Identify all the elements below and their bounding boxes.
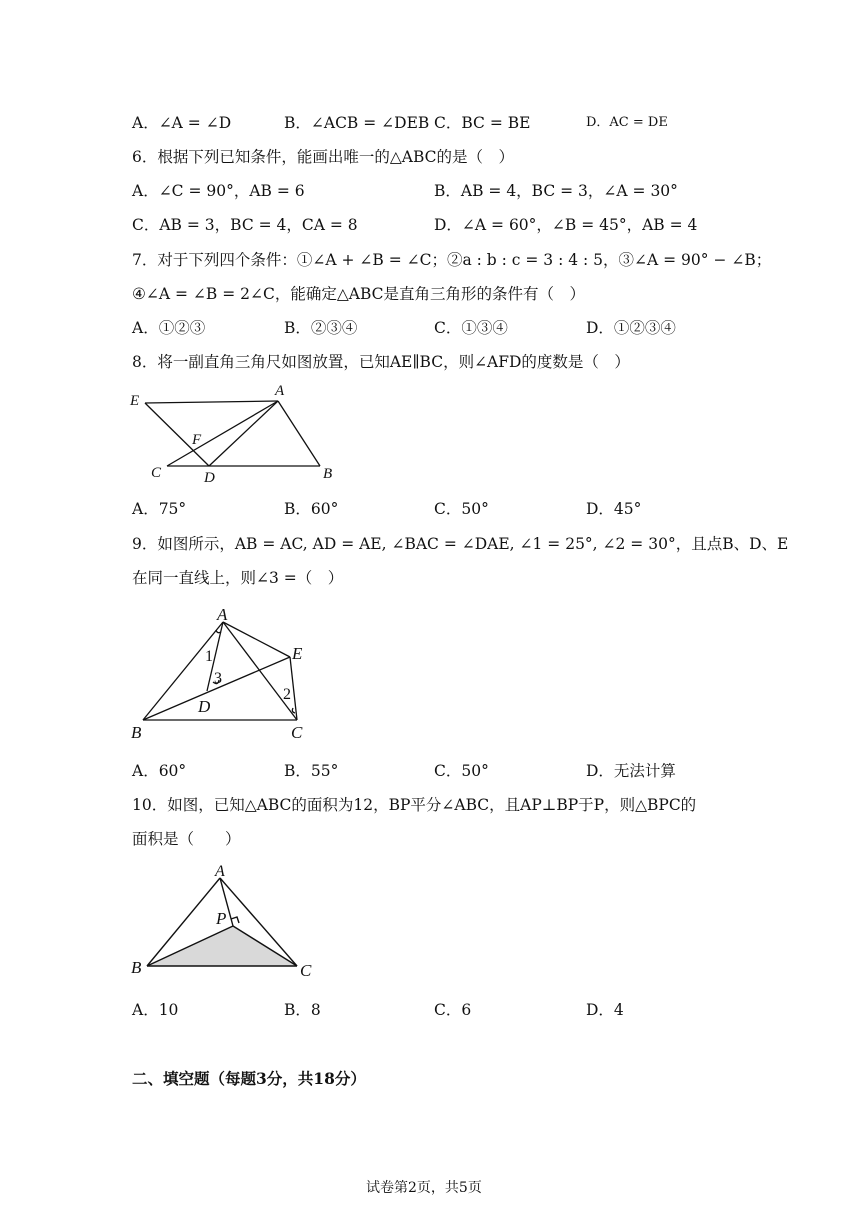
q7-stem-line1: 7．对于下列四个条件：①∠A + ∠B = ∠C；②a : b : c = 3 : 4 : 5，③∠A = 90° − ∠B； xyxy=(132,251,772,269)
q7-stem-row2 xyxy=(0,281,868,307)
q10-option-d[interactable]: D．4 xyxy=(586,1001,624,1019)
q10-stem-line1: 10．如图，已知△ABC的面积为12，BP平分∠ABC，且AP⊥BP于P，则△BPC的 xyxy=(132,796,697,814)
q8-label-b: B xyxy=(323,466,333,482)
q9-options xyxy=(0,758,868,784)
q8-options xyxy=(0,496,868,522)
footer-row xyxy=(0,1175,868,1201)
q7-stem-row1 xyxy=(0,247,868,273)
q9-segment-ec xyxy=(290,657,297,720)
q9-label-e: E xyxy=(292,644,303,663)
q6-option-d[interactable]: D．∠A = 60°，∠B = 45°，AB = 4 xyxy=(434,216,698,234)
q5-options xyxy=(0,110,868,136)
q5-option-a[interactable]: A．∠A = ∠D xyxy=(132,114,232,132)
q10-option-c[interactable]: C．6 xyxy=(434,1001,472,1019)
q7-option-c[interactable]: C．①③④ xyxy=(434,319,508,337)
q8-label-e: E xyxy=(130,393,140,409)
q5-option-c[interactable]: C．BC = BE xyxy=(434,114,531,132)
q9-label-2: 2 xyxy=(283,686,291,703)
q10-label-c: C xyxy=(300,961,312,980)
q9-segment-ac xyxy=(223,622,297,720)
q8-stem-row xyxy=(0,349,868,375)
q8-option-d[interactable]: D．45° xyxy=(586,500,642,518)
q9-option-a[interactable]: A．60° xyxy=(132,762,187,780)
section2-heading-row xyxy=(0,1066,868,1092)
q10-stem-row2 xyxy=(0,826,868,852)
q6-stem: 6．根据下列已知条件，能画出唯一的△ABC的是（ ） xyxy=(132,148,515,166)
q8-option-a[interactable]: A．75° xyxy=(132,500,187,518)
q9-figure xyxy=(125,600,325,750)
q10-option-b[interactable]: B．8 xyxy=(284,1001,321,1019)
q8-segment-ab xyxy=(278,401,320,466)
q6-option-b[interactable]: B．AB = 4，BC = 3，∠A = 30° xyxy=(434,182,678,200)
q9-stem-line1: 9．如图所示，AB = AC, AD = AE, ∠BAC = ∠DAE, ∠1 = 25°, ∠2 = 30°，且点B、D、E xyxy=(132,535,789,553)
q9-option-c[interactable]: C．50° xyxy=(434,762,489,780)
q6-stem-row xyxy=(0,144,868,170)
q8-figure xyxy=(125,378,355,493)
q9-label-a: A xyxy=(217,605,228,624)
q9-label-b: B xyxy=(131,723,142,742)
q9-label-3: 3 xyxy=(214,670,222,687)
q7-options xyxy=(0,315,868,341)
q8-option-c[interactable]: C．50° xyxy=(434,500,489,518)
q10-label-p: P xyxy=(216,909,227,928)
q9-segment-be xyxy=(143,657,290,720)
q9-stem-line2: 在同一直线上，则∠3 =（ ） xyxy=(132,569,344,587)
q5-option-d[interactable]: D．AC = DE xyxy=(586,115,668,130)
q9-option-d[interactable]: D．无法计算 xyxy=(586,762,676,780)
q6-options-row1 xyxy=(0,178,868,204)
q7-option-d[interactable]: D．①②③④ xyxy=(586,319,676,337)
q10-stem-line2: 面积是（ ） xyxy=(132,830,241,848)
q10-stem-row1 xyxy=(0,792,868,818)
page-footer: 试卷第2页，共5页 xyxy=(366,1180,482,1196)
q9-label-d: D xyxy=(198,697,211,716)
q7-option-a[interactable]: A．①②③ xyxy=(132,319,206,337)
q8-label-c: C xyxy=(151,465,162,481)
q10-figure xyxy=(125,860,325,985)
q6-options-row2 xyxy=(0,212,868,238)
q8-label-f: F xyxy=(192,432,202,448)
q10-option-a[interactable]: A．10 xyxy=(132,1001,179,1019)
q8-segment-da xyxy=(209,401,278,466)
q8-segment-ca xyxy=(167,401,278,466)
q10-options xyxy=(0,997,868,1023)
q6-option-c[interactable]: C．AB = 3，BC = 4，CA = 8 xyxy=(132,216,358,234)
q7-stem-line2: ④∠A = ∠B = 2∠C，能确定△ABC是直角三角形的条件有（ ） xyxy=(132,285,585,303)
q9-stem-row1 xyxy=(0,531,868,557)
q9-label-c: C xyxy=(291,723,303,742)
q9-angle2-arc xyxy=(292,708,295,713)
q8-segment-ea xyxy=(145,401,278,403)
q9-segment-ae xyxy=(223,622,290,657)
q9-stem-row2 xyxy=(0,565,868,591)
q10-label-a: A xyxy=(215,863,225,880)
q8-label-a: A xyxy=(275,383,285,399)
section2-heading: 二、填空题（每题3分，共18分） xyxy=(132,1069,366,1088)
q8-option-b[interactable]: B．60° xyxy=(284,500,339,518)
q9-option-b[interactable]: B．55° xyxy=(284,762,339,780)
q10-label-b: B xyxy=(131,958,142,977)
q8-stem: 8．将一副直角三角尺如图放置，已知AE∥BC，则∠AFD的度数是（ ） xyxy=(132,353,630,371)
q6-option-a[interactable]: A．∠C = 90°，AB = 6 xyxy=(132,182,305,200)
q8-label-d: D xyxy=(204,470,215,486)
q9-label-1: 1 xyxy=(205,648,213,665)
q5-option-b[interactable]: B．∠ACB = ∠DEB xyxy=(284,114,430,132)
q7-option-b[interactable]: B．②③④ xyxy=(284,319,358,337)
q10-shaded-bpc xyxy=(147,926,297,966)
